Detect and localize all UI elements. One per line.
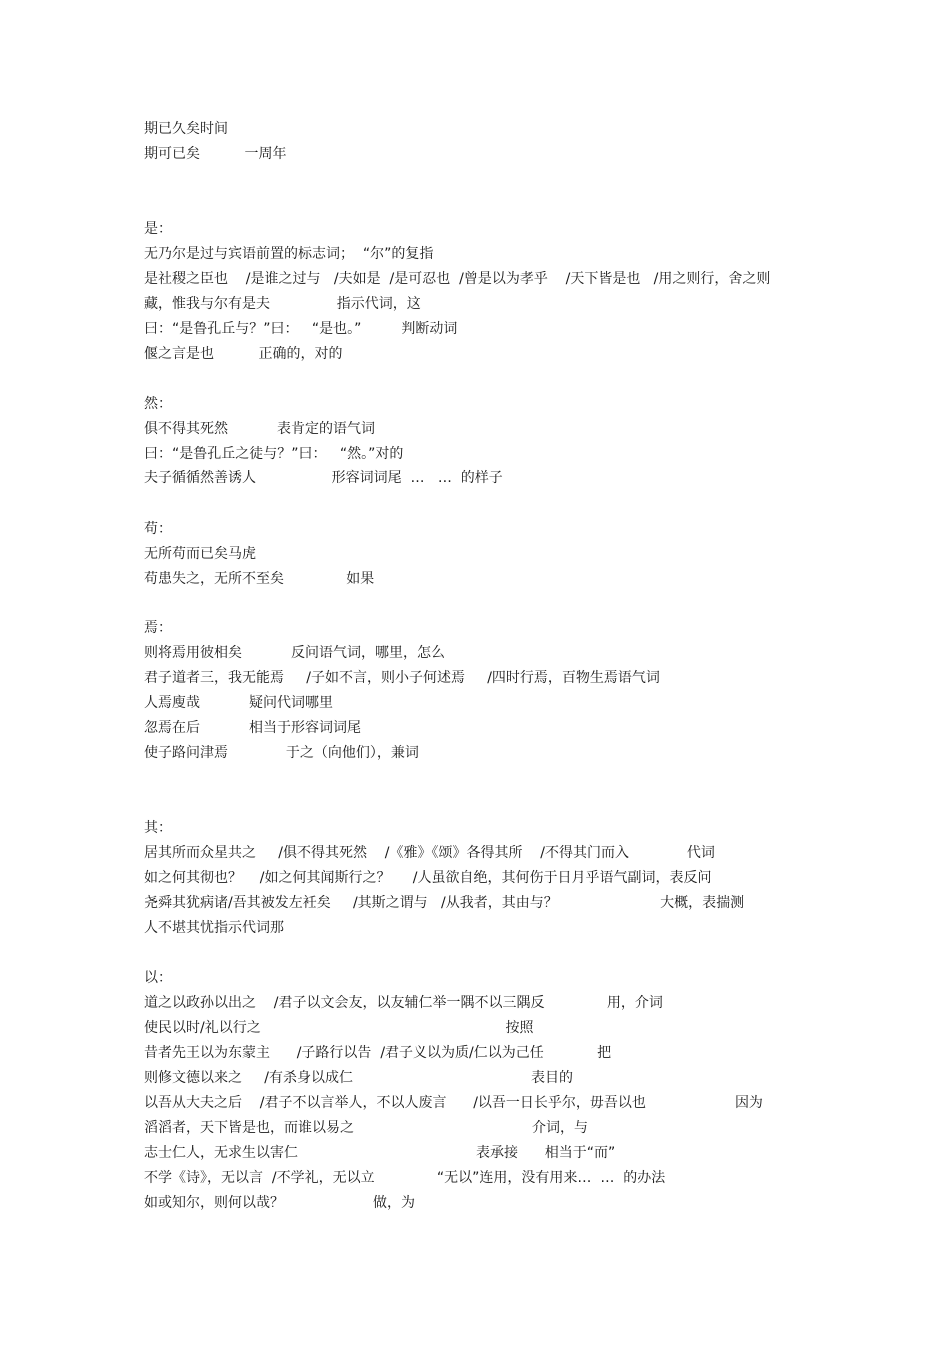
text-line: 曰：“是鲁孔丘之徒与？”曰： “然。”对的 [144,446,404,462]
text-line: 君子道者三，我无能焉 /子如不言，则小子何述焉 /四时行焉，百物生焉语气词 [144,670,660,686]
text-line: 人不堪其忧指示代词那 [144,920,284,936]
text-line: 使子路问津焉 于之（向他们），兼词 [144,745,419,761]
section-heading-qi: 其： [144,820,172,836]
text-line: 尧舜其犹病诸/吾其被发左衽矣 /其斯之谓与 /从我者，其由与？ 大概，表揣测 [144,895,745,911]
text-line: 夫子循循然善诱人 形容词词尾 … … 的样子 [144,470,503,486]
text-line: 无乃尔是过与宾语前置的标志词； “尔”的复指 [144,246,434,262]
text-line: 以吾从大夫之后 /君子不以言举人，不以人废言 /以吾一日长乎尔，毋吾以也 因为 [144,1095,763,1111]
section-heading-ran: 然： [144,396,172,412]
text-line: 人焉廋哉 疑问代词哪里 [144,695,333,711]
text-line: 居其所而众星共之 /俱不得其死然 /《雅》《颂》各得其所 /不得其门而入 代词 [144,845,715,861]
text-line: 则修文德以来之 /有杀身以成仁 表目的 [144,1070,573,1086]
text-line: 期已久矣时间 [144,121,228,137]
text-line: 使民以时/礼以行之 按照 [144,1020,534,1036]
text-line: 志士仁人，无求生以害仁 表承接 相当于“而” [144,1145,616,1161]
section-heading-gou: 苟： [144,521,172,537]
text-line: 道之以政孙以出之 /君子以文会友，以友辅仁举一隅不以三隅反 用，介词 [144,995,663,1011]
text-line: 不学《诗》，无以言 /不学礼，无以立 “无以”连用，没有用来… … 的办法 [144,1170,666,1186]
section-heading-yi: 以： [144,970,172,986]
text-line: 期可已矣 一周年 [144,146,287,162]
text-line: 则将焉用彼相矣 反问语气词，哪里，怎么 [144,645,445,661]
text-line: 如或知尔，则何以哉？ 做，为 [144,1195,416,1211]
text-line: 曰：“是鲁孔丘与？”曰： “是也。” 判断动词 [144,321,458,337]
text-line: 忽焉在后 相当于形容词词尾 [144,720,361,736]
text-line: 如之何其彻也？ /如之何其闻斯行之？ /人虽欲自绝，其何伤于日月乎语气副词，表反问 [144,870,712,886]
text-line: 滔滔者，天下皆是也，而谁以易之 介词，与 [144,1120,589,1136]
text-line: 是社稷之臣也 /是谁之过与 /夫如是 /是可忍也 /曾是以为孝乎 /天下皆是也 /用之则行，舍之则 [144,271,771,287]
text-line: 昔者先王以为东蒙主 /子路行以告 /君子义以为质/仁以为己任 把 [144,1045,612,1061]
text-line: 俱不得其死然 表肯定的语气词 [144,421,375,437]
text-line: 苟患失之，无所不至矣 如果 [144,571,375,587]
text-line: 无所苟而已矣马虎 [144,546,256,562]
text-line: 偃之言是也 正确的，对的 [144,346,343,362]
section-heading-shi: 是： [144,221,172,237]
section-heading-yan: 焉： [144,620,172,636]
text-line: 藏，惟我与尔有是夫 指示代词，这 [144,296,421,312]
